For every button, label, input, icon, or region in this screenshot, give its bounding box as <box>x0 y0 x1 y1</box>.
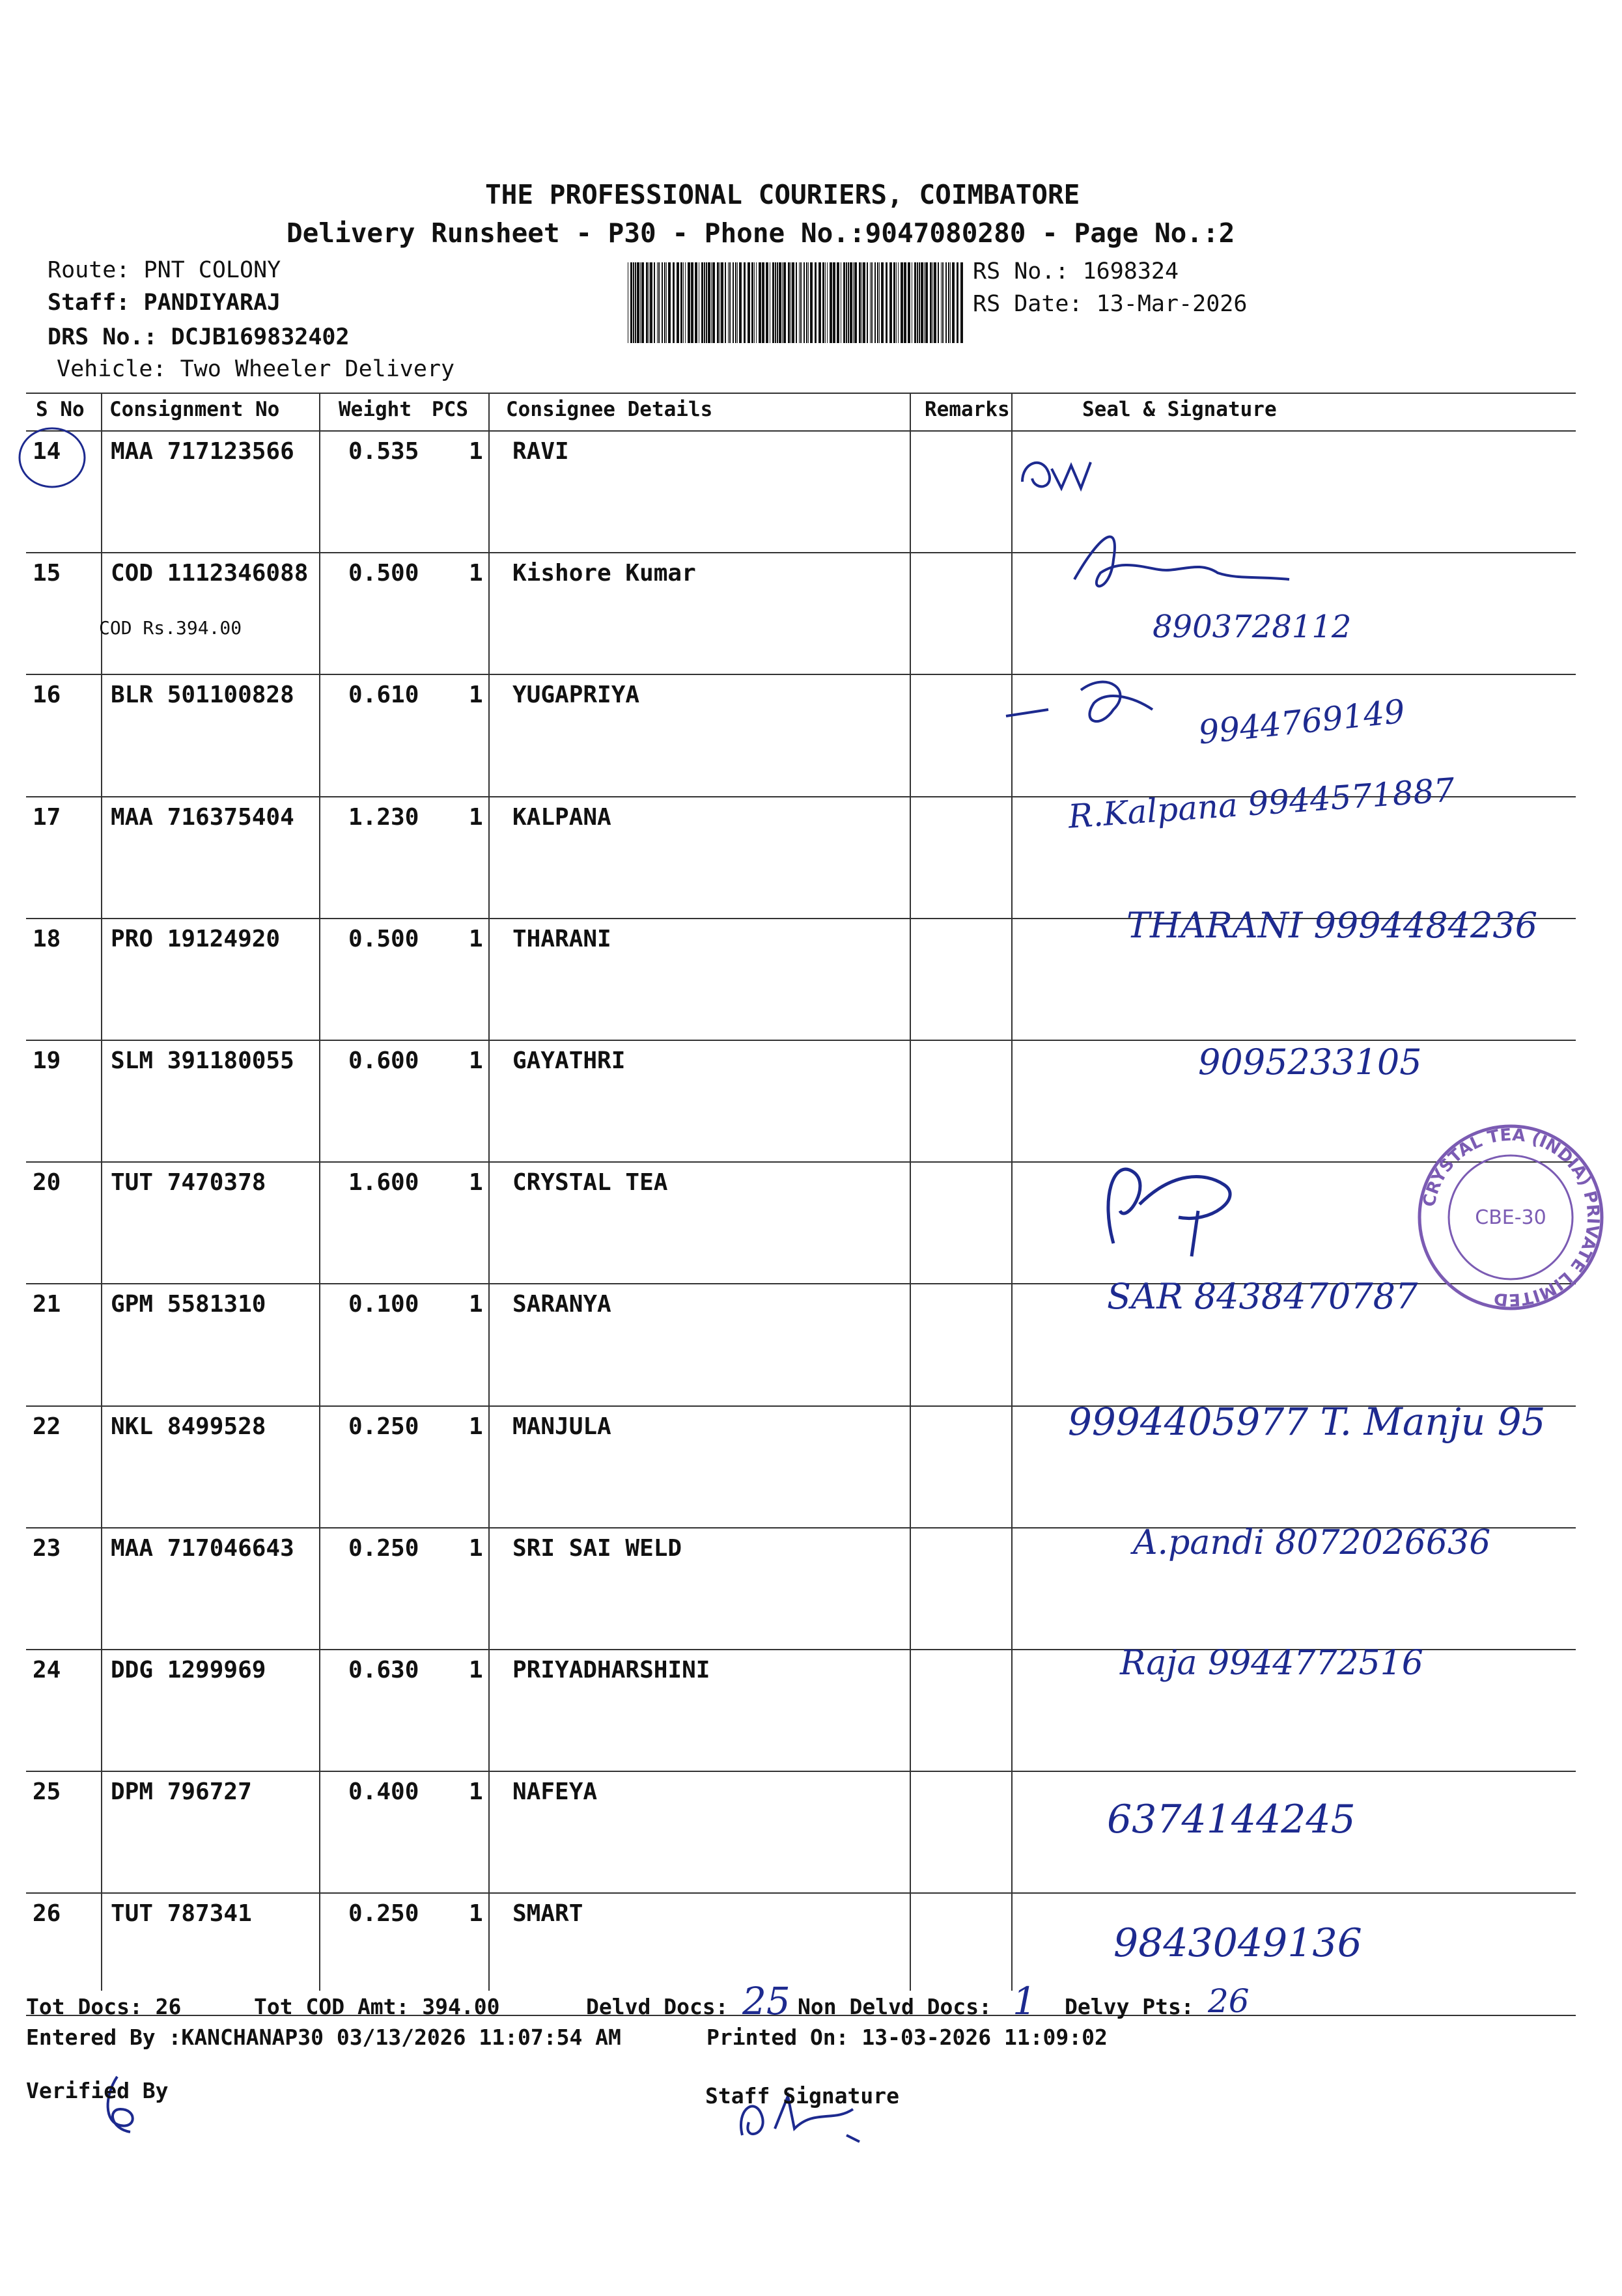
barcode-bar <box>688 262 690 343</box>
row-pcs: 1 <box>469 925 483 952</box>
row-weight: 1.230 <box>348 803 419 831</box>
row-pcs: 1 <box>469 803 483 831</box>
row-pcs: 1 <box>469 560 483 587</box>
barcode-bar <box>808 262 809 343</box>
col-header-consignee: Consignee Details <box>506 398 713 421</box>
handwritten-note-row-19: 9095233105 <box>1198 1042 1422 1083</box>
table-header-border <box>26 430 1576 432</box>
barcode-bar <box>867 262 868 343</box>
row-consignee: RAVI <box>512 438 569 465</box>
signature-row-15 <box>1061 521 1309 605</box>
delivery-points-label: Delvy Pts: <box>1065 1994 1194 2019</box>
barcode-bar <box>948 262 949 343</box>
handwritten-note-row-17: R.Kalpana 9944571887 <box>1067 771 1456 836</box>
row-pcs: 1 <box>469 1291 483 1318</box>
delivered-docs-value: 25 <box>742 1979 790 2023</box>
barcode-bar <box>848 262 849 343</box>
delivery-points-value: 26 <box>1208 1982 1250 2020</box>
barcode-bar <box>898 262 899 343</box>
barcode-bar <box>756 262 757 343</box>
barcode-bar <box>945 262 947 343</box>
barcode-bar <box>717 262 719 343</box>
barcode-bar <box>630 262 632 343</box>
barcode-bar <box>673 262 675 343</box>
barcode-bar <box>751 262 753 343</box>
row-consignee: YUGAPRIYA <box>512 682 640 709</box>
row-consignment-no: DDG 1299969 <box>111 1657 266 1683</box>
barcode-bar <box>800 262 802 343</box>
rs-date: RS Date: 13-Mar-2026 <box>973 291 1248 317</box>
barcode-bar <box>914 262 916 343</box>
handwritten-note-row-16: 9944769149 <box>1196 692 1407 752</box>
row-sno: 24 <box>33 1657 61 1683</box>
barcode-bar <box>818 262 821 343</box>
barcode-bar <box>792 262 794 343</box>
barcode-bar <box>683 262 684 343</box>
barcode-bar <box>691 262 693 343</box>
barcode-bar <box>666 262 667 343</box>
row-sno: 15 <box>33 560 61 587</box>
row-weight: 0.630 <box>348 1657 419 1683</box>
entered-by: Entered By :KANCHANAP30 03/13/2026 11:07:54 AM <box>26 2025 621 2050</box>
row-weight: 0.250 <box>348 1534 419 1562</box>
row-consignment-no: MAA 717046643 <box>111 1534 294 1562</box>
non-delivered-docs-label: Non Delvd Docs: <box>798 1994 992 2019</box>
barcode-bar <box>658 262 660 343</box>
row-sno: 22 <box>33 1413 61 1440</box>
row-weight: 0.250 <box>348 1900 419 1928</box>
row-consignment-no: DPM 796727 <box>111 1778 252 1806</box>
row-sno: 21 <box>33 1291 61 1318</box>
barcode-bar <box>635 262 636 343</box>
company-title: THE PROFESSIONAL COURIERS, COIMBATORE <box>485 179 1080 210</box>
barcode-bar <box>799 262 800 343</box>
barcode-bar <box>762 262 764 343</box>
barcode-bar <box>846 262 847 343</box>
barcode-bar <box>879 262 880 343</box>
barcode-bar <box>804 262 805 343</box>
barcode-bar <box>908 262 910 343</box>
row-divider <box>26 674 1576 675</box>
row-weight: 0.610 <box>348 682 419 709</box>
barcode-bar <box>685 262 686 343</box>
row-consignee: SRI SAI WELD <box>512 1534 682 1562</box>
barcode-bar <box>942 262 944 343</box>
barcode-bar <box>810 262 813 343</box>
barcode-bar <box>744 262 746 343</box>
barcode-bar <box>930 262 932 343</box>
barcode-bar <box>701 262 703 343</box>
circle-mark <box>14 422 92 493</box>
handwritten-note-row-25: 6374144245 <box>1107 1797 1356 1842</box>
signature-row-20 <box>1094 1146 1289 1263</box>
barcode-bar <box>790 262 791 343</box>
barcode-bar <box>877 262 878 343</box>
row-pcs: 1 <box>469 1534 483 1562</box>
barcode-bar <box>657 262 658 343</box>
barcode-bar <box>863 262 865 343</box>
row-divider <box>26 1771 1576 1772</box>
barcode-bar <box>850 262 852 343</box>
col-header-signature: Seal & Signature <box>1082 398 1277 421</box>
col-divider <box>1011 393 1013 1991</box>
row-sno: 25 <box>33 1778 61 1806</box>
barcode-bar <box>637 262 639 343</box>
barcode-bar <box>921 262 923 343</box>
handwritten-note-row-21: SAR 8438470787 <box>1107 1276 1418 1317</box>
row-pcs: 1 <box>469 1413 483 1440</box>
row-sno: 17 <box>33 803 61 831</box>
signature-row-14 <box>1016 443 1120 501</box>
row-consignee: Kishore Kumar <box>512 560 696 587</box>
row-consignee: SMART <box>512 1900 583 1928</box>
barcode-bar <box>843 262 845 343</box>
barcode-bar <box>735 262 736 343</box>
barcode-bar <box>938 262 939 343</box>
barcode-bar <box>881 262 884 343</box>
barcode-bar <box>919 262 920 343</box>
row-weight: 0.500 <box>348 925 419 952</box>
row-weight: 0.400 <box>348 1778 419 1806</box>
barcode-bar <box>788 262 790 343</box>
row-pcs: 1 <box>469 1778 483 1806</box>
barcode-bar <box>893 262 895 343</box>
runsheet-title: Delivery Runsheet - P30 - Phone No.:9047080280 - Page No.:2 <box>287 217 1235 249</box>
barcode-bar <box>712 262 715 343</box>
row-consignee: NAFEYA <box>512 1778 598 1806</box>
barcode-bar <box>759 262 761 343</box>
barcode-bar <box>640 262 641 343</box>
row-pcs: 1 <box>469 1900 483 1928</box>
col-header-pcs: PCS <box>432 398 468 421</box>
barcode-bar <box>825 262 826 343</box>
barcode-bar <box>796 262 797 343</box>
barcode-bar <box>754 262 755 343</box>
row-sno: 20 <box>33 1169 61 1196</box>
row-pcs: 1 <box>469 1657 483 1683</box>
barcode-bar <box>960 262 963 343</box>
row-consignment-no: COD 1112346088 <box>111 560 309 587</box>
barcode-bar <box>859 262 861 343</box>
barcode <box>626 262 966 343</box>
barcode-bar <box>806 262 807 343</box>
row-weight: 0.500 <box>348 560 419 587</box>
barcode-bar <box>775 262 776 343</box>
row-sno: 14 <box>33 438 61 465</box>
barcode-bar <box>728 262 729 343</box>
barcode-bar <box>837 262 839 343</box>
barcode-bar <box>725 262 726 343</box>
barcode-bar <box>854 262 857 343</box>
row-consignee: SARANYA <box>512 1291 611 1318</box>
row-divider <box>26 1892 1576 1894</box>
barcode-bar <box>925 262 928 343</box>
barcode-bar <box>650 262 652 343</box>
handwritten-note-row-22: 9994405977 T. Manju 95 <box>1068 1400 1546 1444</box>
barcode-bar <box>706 262 707 343</box>
barcode-bar <box>668 262 671 343</box>
signature-row-16 <box>1003 671 1231 742</box>
col-divider <box>319 393 320 1991</box>
row-sno: 18 <box>33 925 61 952</box>
row-consignee: KALPANA <box>512 803 611 831</box>
barcode-bar <box>772 262 774 343</box>
row-pcs: 1 <box>469 1047 483 1074</box>
barcode-bar <box>662 262 663 343</box>
barcode-bar <box>952 262 955 343</box>
row-pcs: 1 <box>469 438 483 465</box>
row-weight: 0.250 <box>348 1413 419 1440</box>
barcode-bar <box>737 262 738 343</box>
barcode-bar <box>833 262 835 343</box>
barcode-bar <box>932 262 933 343</box>
row-consignee: PRIYADHARSHINI <box>512 1657 710 1683</box>
row-consignment-no: TUT 7470378 <box>111 1169 266 1196</box>
barcode-bar <box>654 262 655 343</box>
row-consignment-no: TUT 787341 <box>111 1900 252 1928</box>
handwritten-note-row-24: Raja 9944772516 <box>1120 1644 1423 1683</box>
printed-on: Printed On: 13-03-2026 11:09:02 <box>706 2025 1108 2050</box>
barcode-bar <box>633 262 634 343</box>
handwritten-note-row-18: THARANI 9994484236 <box>1126 905 1538 946</box>
barcode-bar <box>815 262 817 343</box>
handwritten-note-row-26: 9843049136 <box>1113 1920 1362 1966</box>
col-header-consignment: Consignment No <box>109 398 280 421</box>
barcode-bar <box>677 262 679 343</box>
barcode-bar <box>680 262 682 343</box>
row-sno: 16 <box>33 682 61 709</box>
drs-number: DRS No.: DCJB169832402 <box>48 324 350 350</box>
barcode-bar <box>704 262 705 343</box>
svg-text:CRYSTAL TEA (INDIA) PRIVATE LI: CRYSTAL TEA (INDIA) PRIVATE LIMITED <box>1419 1125 1603 1310</box>
barcode-bar <box>924 262 925 343</box>
row-cod-note: COD Rs.394.00 <box>99 617 242 639</box>
barcode-bar <box>783 262 786 343</box>
verified-by-label: Verified By <box>26 2078 169 2103</box>
company-seal-stamp <box>1413 1120 1608 1315</box>
barcode-bar <box>901 262 903 343</box>
row-pcs: 1 <box>469 1169 483 1196</box>
barcode-bar <box>827 262 828 343</box>
barcode-bar <box>917 262 918 343</box>
row-divider <box>26 1161 1576 1163</box>
barcode-bar <box>748 262 750 343</box>
barcode-bar <box>729 262 731 343</box>
barcode-bar <box>870 262 871 343</box>
row-consignment-no: MAA 717123566 <box>111 438 294 465</box>
row-consignment-no: GPM 5581310 <box>111 1291 266 1318</box>
row-sno: 26 <box>33 1900 61 1928</box>
barcode-bar <box>889 262 892 343</box>
barcode-bar <box>853 262 854 343</box>
col-header-sno: S No <box>36 398 85 421</box>
delivered-docs-label: Delvd Docs: <box>586 1994 729 2019</box>
row-consignee: CRYSTAL TEA <box>512 1169 668 1196</box>
barcode-bar <box>904 262 906 343</box>
row-consignment-no: SLM 391180055 <box>111 1047 294 1074</box>
barcode-bar <box>739 262 742 343</box>
barcode-bar <box>733 262 734 343</box>
row-consignment-no: MAA 716375404 <box>111 803 294 831</box>
barcode-bar <box>641 262 644 343</box>
total-docs: Tot Docs: 26 <box>26 1994 182 2019</box>
table-top-border <box>26 393 1576 394</box>
barcode-bar <box>874 262 876 343</box>
route-label: Route: PNT COLONY <box>48 257 281 283</box>
total-cod-amount: Tot COD Amt: 394.00 <box>254 1994 500 2019</box>
barcode-bar <box>779 262 781 343</box>
row-weight: 1.600 <box>348 1169 419 1196</box>
barcode-bar <box>782 262 783 343</box>
col-header-remarks: Remarks <box>925 398 1010 421</box>
barcode-bar <box>886 262 888 343</box>
row-consignee: MANJULA <box>512 1413 611 1440</box>
handwritten-note-row-15: 8903728112 <box>1153 609 1352 645</box>
handwritten-note-row-23: A.pandi 8072026636 <box>1133 1523 1491 1562</box>
row-sno: 19 <box>33 1047 61 1074</box>
barcode-bar <box>957 262 958 343</box>
barcode-bar <box>934 262 936 343</box>
barcode-bar <box>777 262 778 343</box>
barcode-bar <box>766 262 768 343</box>
col-divider <box>910 393 911 1991</box>
col-header-weight: Weight <box>339 398 412 421</box>
barcode-bar <box>896 262 897 343</box>
svg-text:CBE-30: CBE-30 <box>1475 1206 1546 1229</box>
row-consignment-no: NKL 8499528 <box>111 1413 266 1440</box>
barcode-bar <box>646 262 648 343</box>
row-weight: 0.600 <box>348 1047 419 1074</box>
row-divider <box>26 552 1576 553</box>
barcode-bar <box>941 262 942 343</box>
non-delivered-docs-value: 1 <box>1013 1979 1037 2023</box>
barcode-bar <box>711 262 712 343</box>
row-sno: 23 <box>33 1534 61 1562</box>
row-weight: 0.100 <box>348 1291 419 1318</box>
barcode-bar <box>861 262 862 343</box>
barcode-bar <box>708 262 710 343</box>
barcode-bar <box>822 262 824 343</box>
row-weight: 0.535 <box>348 438 419 465</box>
barcode-bar <box>830 262 832 343</box>
barcode-bar <box>695 262 697 343</box>
row-divider <box>26 1040 1576 1041</box>
barcode-bar <box>721 262 723 343</box>
vehicle-label: Vehicle: Two Wheeler Delivery <box>57 356 455 382</box>
barcode-bar <box>664 262 665 343</box>
row-consignee: THARANI <box>512 925 611 952</box>
row-pcs: 1 <box>469 682 483 709</box>
row-consignment-no: BLR 501100828 <box>111 682 294 709</box>
rs-number: RS No.: 1698324 <box>973 258 1179 284</box>
row-consignee: GAYATHRI <box>512 1047 626 1074</box>
col-divider <box>488 393 490 1991</box>
barcode-bar <box>950 262 951 343</box>
row-consignment-no: PRO 19124920 <box>111 925 281 952</box>
staff-label: Staff: PANDIYARAJ <box>48 290 281 316</box>
barcode-bar <box>871 262 873 343</box>
staff-signature-label: Staff Signature <box>705 2083 900 2109</box>
